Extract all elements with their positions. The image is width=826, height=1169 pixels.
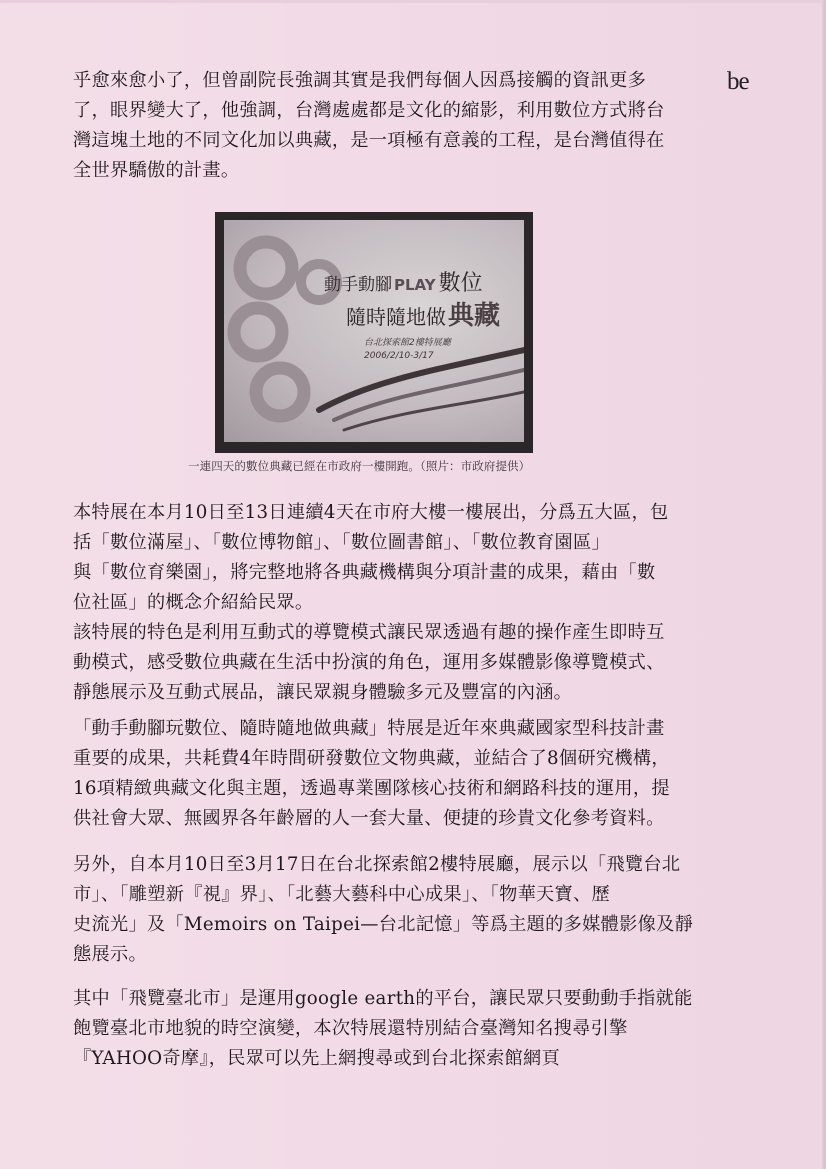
- photo-caption: 一連四天的數位典藏已經在市政府一樓開跑。（照片：市政府提供）: [188, 459, 531, 473]
- banner-date: 2006/2/10-3/17: [364, 351, 434, 361]
- text-line: 括「數位滿屋」、「數位博物館」、「數位圖書館」、「數位教育園區」: [73, 532, 611, 553]
- text-line: 該特展的特色是利用互動式的導覽模式讓民眾透過有趣的操作產生即時互: [73, 622, 665, 643]
- banner-line2-b: 典藏: [448, 301, 501, 331]
- banner-line2-a: 隨時隨地做: [346, 305, 446, 329]
- text-line: 「動手動腳玩數位、隨時隨地做典藏」特展是近年來典藏國家型科技計畫: [73, 718, 665, 739]
- text-line: 與「數位育樂園」，將完整地將各典藏機構與分項計畫的成果，藉由「數: [73, 562, 656, 583]
- exhibition-photo: [215, 212, 533, 453]
- curve-decoration: [319, 350, 524, 430]
- text-line: 靜態展示及互動式展品，讓民眾親身體驗多元及豐富的內涵。: [73, 682, 573, 703]
- paragraph-4: [73, 850, 693, 970]
- text-line: 了，眼界變大了，他強調，台灣處處都是文化的縮影，利用數位方式將台: [73, 100, 665, 121]
- banner-play: PLAY: [394, 276, 436, 294]
- text-line: 位社區」的概念介紹給民眾。: [73, 592, 314, 613]
- text-line: 市」、「雕塑新『視』界」、「北藝大藝科中心成果」、「物華天寶、歷: [73, 884, 611, 905]
- text-line: 飽覽臺北市地貌的時空演變，本次特展還特別結合臺灣知名搜尋引擎: [73, 1018, 628, 1039]
- text-line: 16項精緻典藏文化與主題，透過專業團隊核心技術和網路科技的運用，提: [73, 778, 670, 799]
- text-line: 『YAHOO奇摩』，民眾可以先上網搜尋或到台北探索館網頁: [73, 1048, 561, 1069]
- text-line: 灣這塊土地的不同文化加以典藏，是一項極有意義的工程，是台灣值得在: [73, 130, 665, 151]
- scan-edge: [0, 0, 826, 3]
- text-line: 全世界驕傲的計畫。: [73, 160, 240, 181]
- banner-line1-b: 數位: [438, 271, 483, 296]
- handwritten-corner-mark: be: [727, 68, 749, 95]
- svg-text:動手動腳PLAY數位: [324, 271, 483, 296]
- photo-content: [224, 220, 524, 442]
- text-line: 態展示。: [73, 944, 147, 965]
- banner-text: [324, 271, 500, 361]
- text-line: 供社會大眾、無國界各年齡層的人一套大量、便捷的珍貴文化參考資料。: [73, 808, 665, 829]
- ring-decoration: [234, 242, 337, 416]
- svg-text:隨時隨地做典藏: [346, 301, 500, 331]
- text-line: 乎愈來愈小了，但曾副院長強調其實是我們每個人因爲接觸的資訊更多: [73, 70, 647, 91]
- paragraph-2: [73, 498, 693, 708]
- banner-illustration: [224, 220, 524, 442]
- paragraph-1: [73, 66, 693, 186]
- text-line: 本特展在本月10日至13日連續4天在市府大樓一樓展出，分爲五大區，包: [73, 502, 669, 523]
- banner-subtitle: 台北探索館2樓特展廳: [364, 338, 451, 348]
- text-line: 重要的成果，共耗費4年時間研發數位文物典藏，並結合了8個研究機構，: [73, 748, 670, 769]
- text-line: 史流光」及「Memoirs on Taipei—台北記憶」等爲主題的多媒體影像及靜: [73, 914, 694, 935]
- text-line: 其中「飛覽臺北市」是運用google earth的平台，讓民眾只要動動手指就能: [73, 988, 693, 1009]
- text-line: 動模式，感受數位典藏在生活中扮演的角色，運用多媒體影像導覽模式、: [73, 652, 665, 673]
- paragraph-3: [73, 714, 693, 834]
- paragraph-5: [73, 984, 693, 1074]
- scan-edge: [822, 0, 826, 1169]
- text-line: 另外，自本月10日至3月17日在台北探索館2樓特展廳，展示以「飛覽台北: [73, 854, 681, 875]
- banner-line1-a: 動手動腳: [324, 275, 392, 295]
